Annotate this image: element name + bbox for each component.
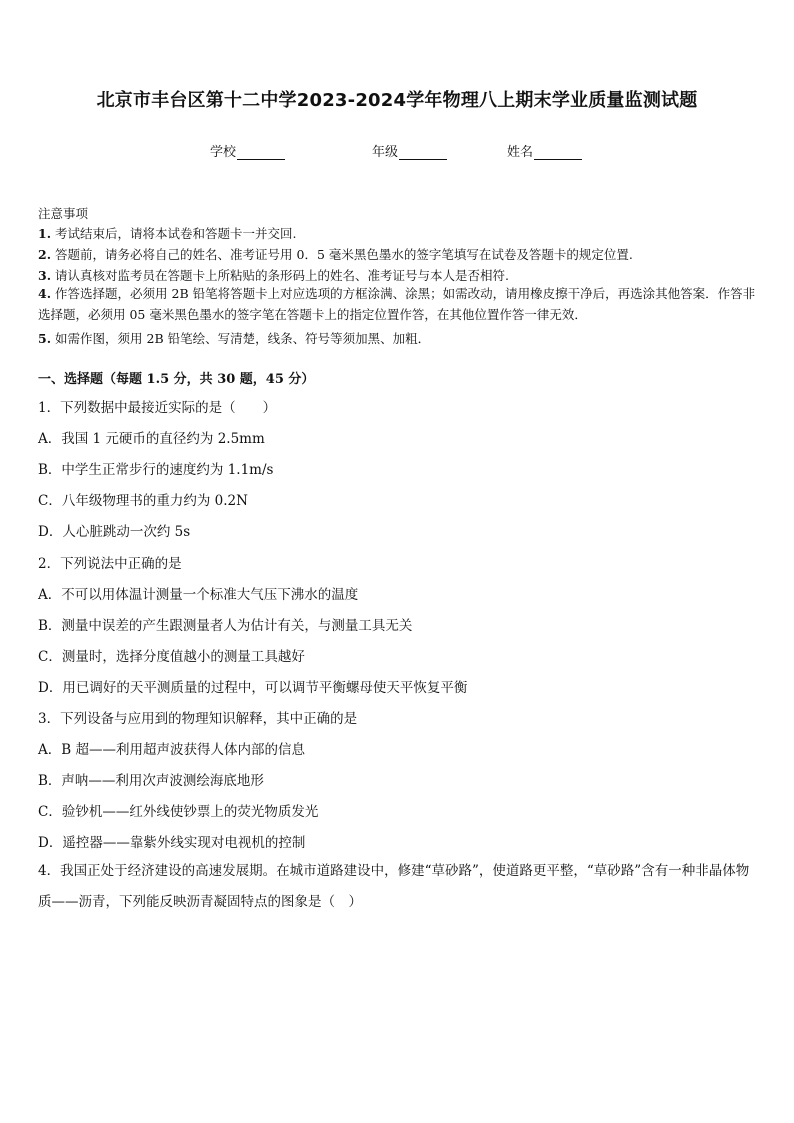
- question-stem: 4．我国正处于经济建设的高速发展期。在城市道路建设中，修建“草砂路”，使道路更平整，“草砂路”含有一种非晶体物质——沥青，下列能反映沥青凝固特点的图象是（ ）: [38, 863, 750, 910]
- name-label: 姓名: [507, 145, 534, 160]
- school-blank[interactable]: [237, 145, 285, 160]
- school-label: 学校: [210, 145, 237, 160]
- page-title: 北京市丰台区第十二中学2023-2024学年物理八上期末学业质量监测试题: [96, 90, 698, 111]
- note-text: 答题前，请务必将自己的姓名、准考证号用 0．5 毫米黑色墨水的签字笔填写在试卷及答题卡的规定位置.: [55, 247, 633, 262]
- answer-option[interactable]: C．测量时，选择分度值越小的测量工具越好: [38, 649, 305, 665]
- answer-option[interactable]: D．遥控器——靠紫外线实现对电视机的控制: [38, 835, 306, 851]
- question-stem: 2．下列说法中正确的是: [38, 556, 182, 572]
- grade-label: 年级: [372, 145, 399, 160]
- answer-option[interactable]: B．中学生正常步行的速度约为 1.1m/s: [38, 462, 274, 478]
- name-blank[interactable]: [534, 145, 582, 160]
- note-number: 4.: [38, 286, 52, 301]
- answer-option[interactable]: D．人心脏跳动一次约 5s: [38, 524, 191, 540]
- notes-heading: 注意事项: [38, 206, 89, 221]
- note-number: 1.: [38, 226, 52, 241]
- note-number: 5.: [38, 331, 52, 346]
- answer-option[interactable]: A．B 超——利用超声波获得人体内部的信息: [38, 742, 305, 758]
- note-item: [38, 329, 430, 347]
- note-item: [38, 283, 758, 325]
- note-text: 考试结束后，请将本试卷和答题卡一并交回.: [55, 226, 297, 241]
- answer-option[interactable]: C．验钞机——红外线使钞票上的荧光物质发光: [38, 804, 319, 820]
- answer-option[interactable]: B．测量中误差的产生跟测量者人为估计有关，与测量工具无关: [38, 618, 413, 634]
- answer-option[interactable]: B．声呐——利用次声波测绘海底地形: [38, 773, 264, 789]
- grade-blank[interactable]: [399, 145, 447, 160]
- note-number: 2.: [38, 247, 52, 262]
- answer-option[interactable]: A．我国 1 元硬币的直径约为 2.5mm: [38, 431, 265, 447]
- note-number: 3.: [38, 268, 52, 283]
- answer-option[interactable]: A．不可以用体温计测量一个标准大气压下沸水的温度: [38, 587, 359, 603]
- student-info-row: [0, 141, 794, 161]
- note-item: [38, 245, 633, 263]
- note-text: 作答选择题，必须用 2B 铅笔将答题卡上对应选项的方框涂满、涂黑；如需改动，请用橡皮擦干净后，再选涂其他答案．作答非选择题，必须用 05 毫米黑色墨水的签字笔在答题卡上的指定位置作答，在其他位置作答一律无效．: [38, 286, 756, 322]
- answer-option[interactable]: D．用已调好的天平测质量的过程中，可以调节平衡螺母使天平恢复平衡: [38, 680, 468, 696]
- question-stem: 1．下列数据中最接近实际的是（ ）: [38, 400, 277, 416]
- section-heading: 一、选择题（每题 1.5 分，共 30 题，45 分）: [38, 372, 315, 387]
- grade-field[interactable]: [372, 141, 447, 160]
- note-item: [38, 224, 297, 242]
- school-field[interactable]: [210, 141, 285, 160]
- note-text: 如需作图，须用 2B 铅笔绘、写清楚，线条、符号等须加黑、加粗．: [55, 331, 431, 346]
- note-text: 请认真核对监考员在答题卡上所粘贴的条形码上的姓名、准考证号与本人是否相符.: [55, 268, 510, 283]
- question-stem: 3．下列设备与应用到的物理知识解释，其中正确的是: [38, 711, 358, 727]
- name-field[interactable]: [507, 141, 582, 160]
- answer-option[interactable]: C．八年级物理书的重力约为 0.2N: [38, 493, 248, 509]
- note-item: [38, 266, 509, 284]
